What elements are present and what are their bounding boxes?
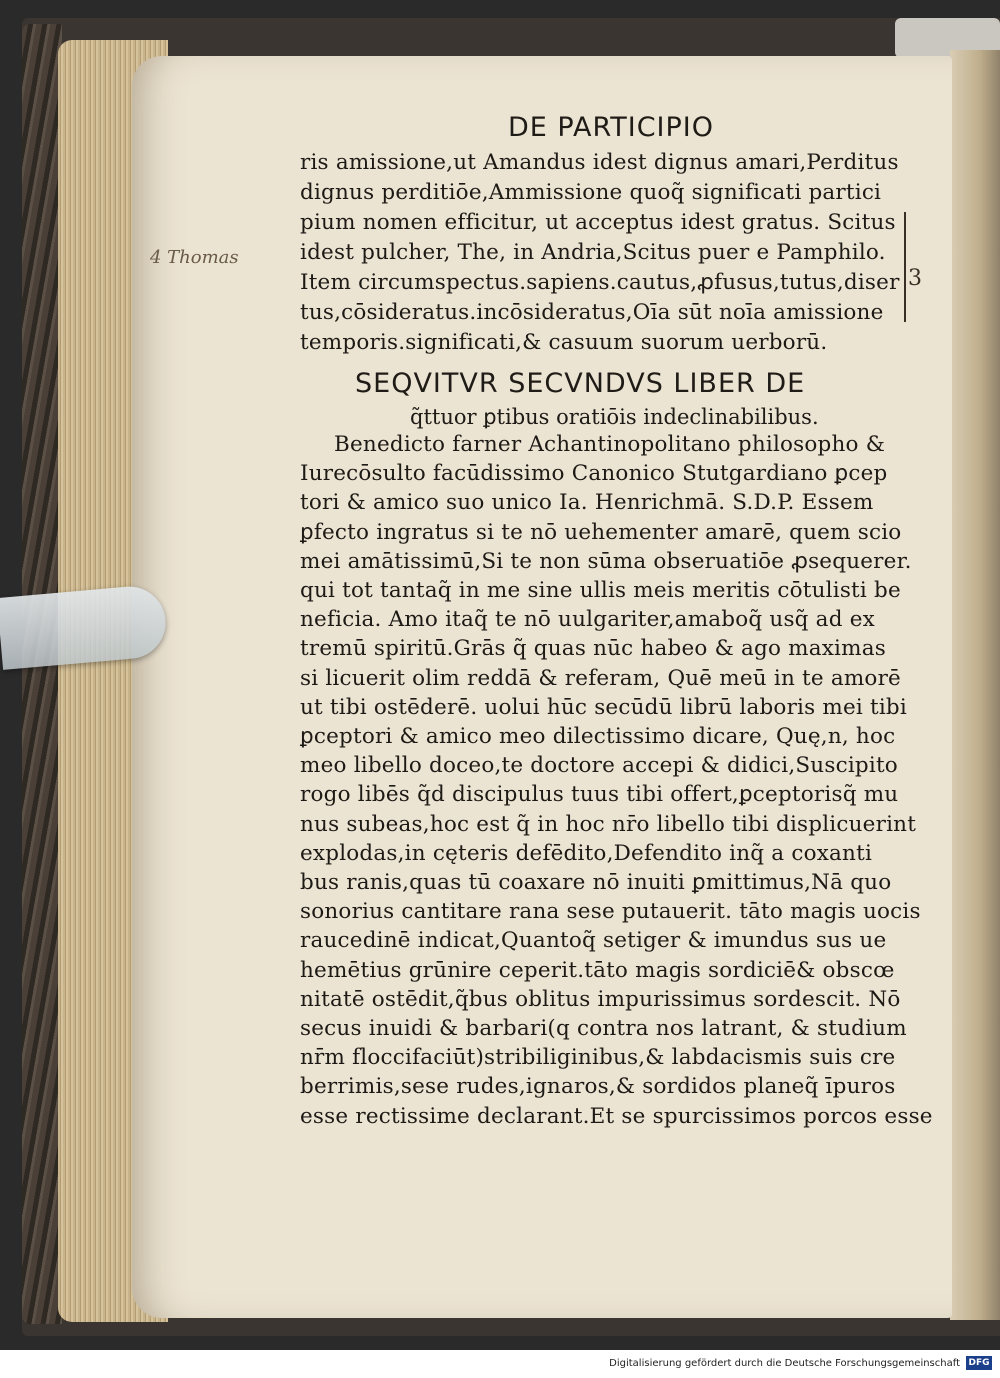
margin-bracket bbox=[898, 212, 906, 322]
text-line: bus ranis,quas tū coaxare nō inuiti ꝑmittimus,Nā quo bbox=[300, 870, 892, 895]
text-line: rogo libēs q̃d discipulus tuus tibi offert,ꝑceptorisq̃ mu bbox=[300, 782, 899, 808]
text-line: tremū spiritū.Grās q̃ quas nūc habeo & ago maximas bbox=[300, 636, 886, 662]
text-line: meo libello doceo,te doctore accepi & didici,Suscipito bbox=[300, 753, 898, 779]
text-line: raucedinē indicat,Quantoq̃ setiger & imundus sus ue bbox=[300, 928, 887, 954]
running-head: DE PARTICIPIO bbox=[508, 112, 715, 143]
text-line: pium nomen efficitur, ut acceptus idest gratus. Scitus bbox=[300, 210, 896, 235]
text-line: dignus perditiōe,Ammissione quoq̃ significati partici bbox=[300, 180, 882, 205]
section-heading: SEQVITVR SECVNDVS LIBER DE bbox=[355, 368, 806, 399]
footer-credit: Digitalisierung gefördert durch die Deutsche Forschungsgemeinschaft bbox=[609, 1358, 960, 1369]
text-line: Item circumspectus.sapiens.cautus,ꝓfusus,tutus,diser bbox=[300, 270, 900, 295]
text-line: neficia. Amo itaq̃ te nō uulgariter,amaboq̃ usq̃ ad ex bbox=[300, 607, 875, 633]
text-line: nus subeas,hoc est q̃ in hoc nr̄o libello tibi displicuerint bbox=[300, 811, 917, 837]
text-line: hemētius grūnire ceperit.tāto magis sordiciē& obscœ bbox=[300, 957, 895, 983]
text-line: ꝑceptori & amico meo dilectissimo dicare, Quę,n, hoc bbox=[300, 724, 896, 749]
margin-note: 4 Thomas bbox=[150, 247, 239, 268]
text-line: qui tot tantaq̃ in me sine ullis meis meritis cōtulisti be bbox=[300, 578, 901, 603]
text-line: tori & amico suo unico Ia. Henrichmā. S.D.P. Essem bbox=[300, 490, 874, 516]
text-line: Benedicto farner Achantinopolitano philosopho & bbox=[334, 432, 886, 457]
text-line: temporis.significati,& casuum suorum uerborū. bbox=[300, 330, 828, 355]
section-subheading: q̃ttuor ꝑtibus oratiōis indeclinabilibus. bbox=[410, 405, 819, 429]
page-stack-right bbox=[950, 50, 1000, 1320]
text-line: nitatē ostēdit,q̃bus oblitus impurissimus sordescit. Nō bbox=[300, 986, 901, 1012]
text-line: berrimis,sese rudes,ignaros,& sordidos planeq̃ īpuros bbox=[300, 1074, 896, 1100]
text-line: si licuerit olim reddā & referam, Quē meū in te amorē bbox=[300, 665, 901, 691]
text-line: Iurecōsulto facūdissimo Canonico Stutgardiano ꝑcep bbox=[300, 461, 888, 487]
text-line: ut tibi ostēderē. uolui hūc secūdū librū laboris mei tibi bbox=[300, 694, 907, 720]
text-line: tus,cōsideratus.incōsideratus,Oīa sūt noīa amissione bbox=[300, 300, 884, 325]
text-line: explodas,in cęteris defēdito,Defendito inq̃ a coxanti bbox=[300, 840, 873, 866]
text-line: sonorius cantitare rana sese putauerit. tāto magis uocis bbox=[300, 899, 921, 925]
text-line: nr̄m floccifaciūt)stribiliginibus,& labdacismis suis cre bbox=[300, 1045, 896, 1071]
dfg-logo: DFG bbox=[966, 1356, 992, 1370]
text-line: esse rectissime declarant.Et se spurcissimos porcos esse bbox=[300, 1103, 933, 1129]
text-line: ris amissione,ut Amandus idest dignus amari,Perditus bbox=[300, 150, 899, 175]
text-line: secus inuidi & barbari(q contra nos latrant, & studium bbox=[300, 1016, 907, 1041]
text-line: mei amātissimū,Si te non sūma obseruatiōe ꝓsequerer. bbox=[300, 548, 912, 574]
cover-edge bbox=[22, 24, 62, 1324]
text-line: ꝑfecto ingratus si te nō uehementer amarē, quem scio bbox=[300, 519, 902, 545]
side-mark: 3 bbox=[908, 266, 922, 291]
text-line: idest pulcher, The, in Andria,Scitus puer e Pamphilo. bbox=[300, 240, 886, 265]
